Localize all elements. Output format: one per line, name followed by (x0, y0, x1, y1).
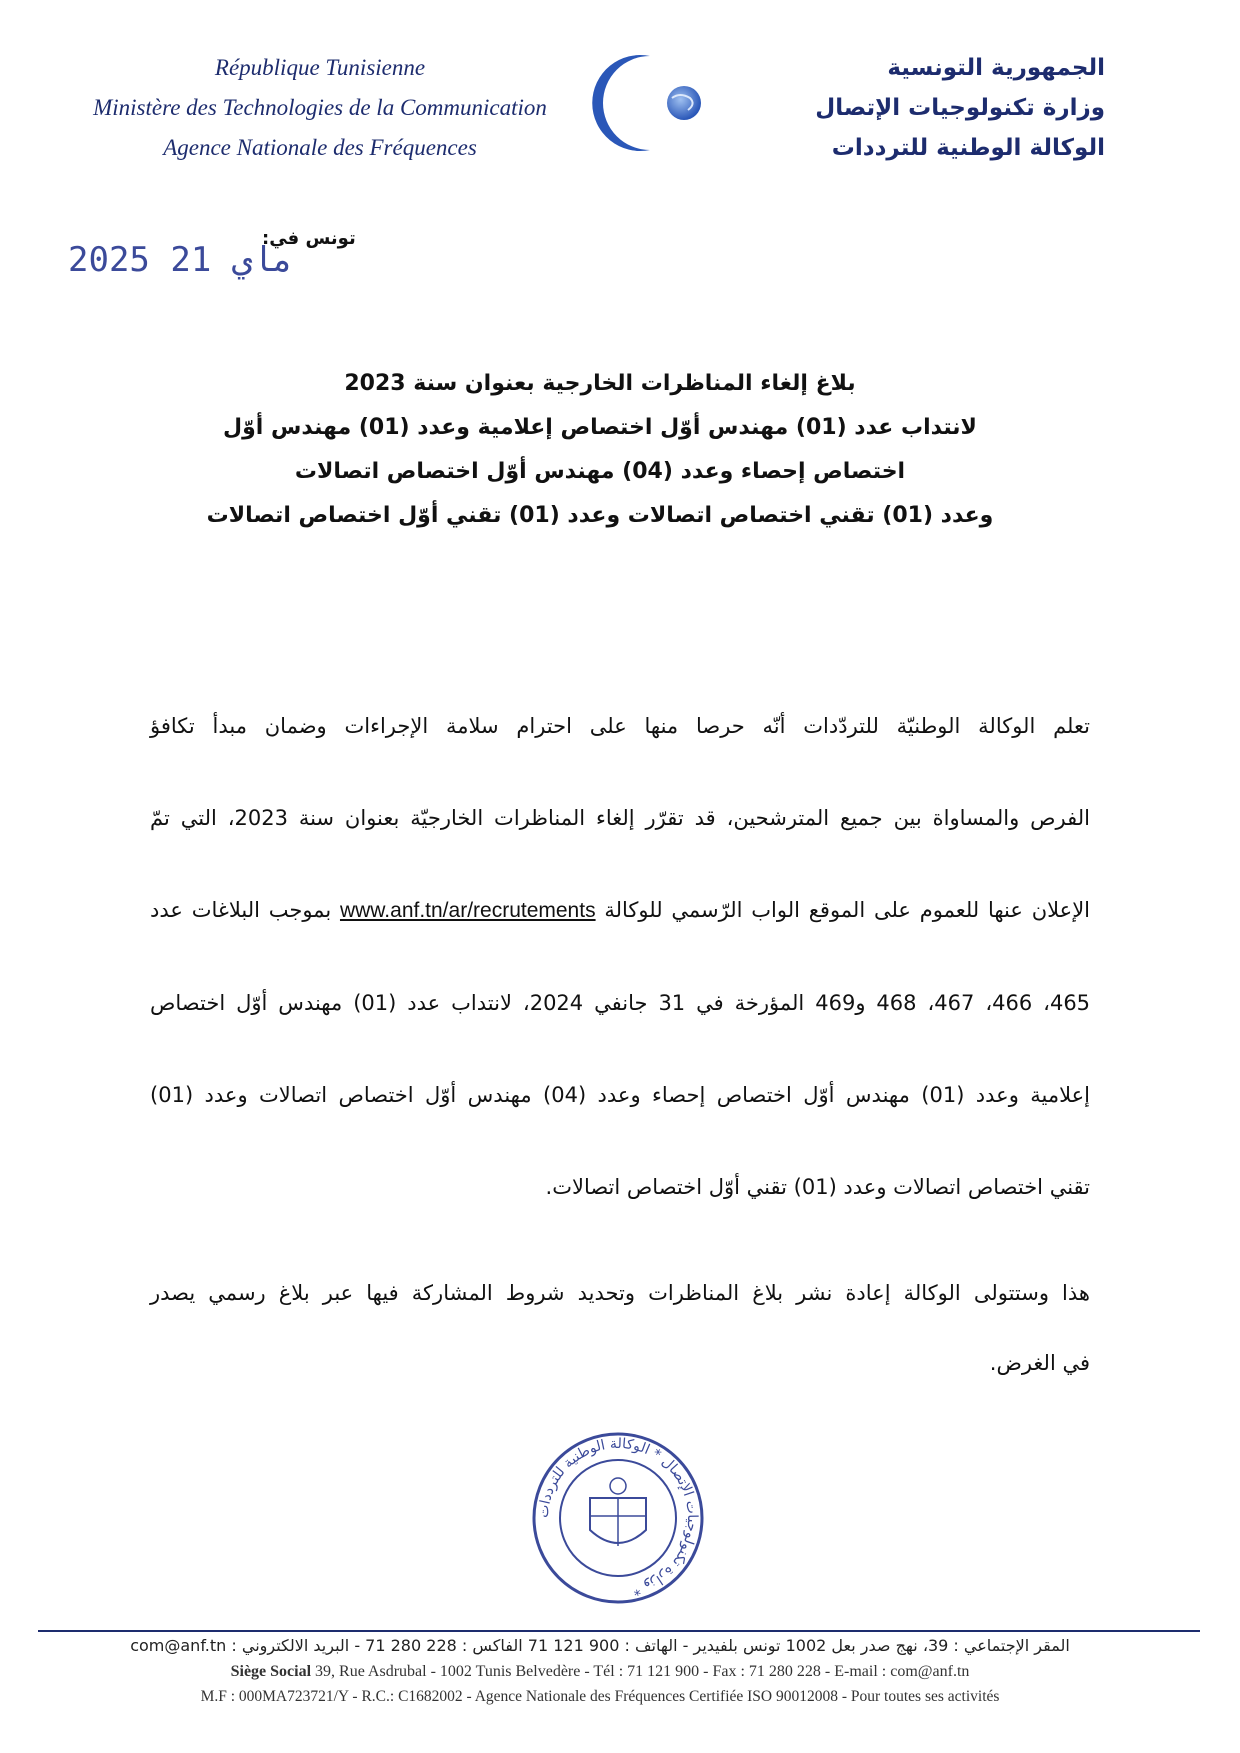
body-line (150, 864, 1090, 957)
seal-text: وزارة تكنولوجيات الإتصال * الوكالة الوطنية للترددات * (535, 1435, 701, 1599)
body-text: بموجب البلاغات عدد (150, 898, 332, 922)
body-line: تقني اختصاص اتصالات وعدد (01) تقني أوّل اختصاص اتصالات. (545, 1175, 1090, 1199)
body-line: 465، 466، 467، 468 و469 المؤرخة في 31 جانفي 2024، لانتداب عدد (01) مهندس أوّل اختصاص (150, 991, 1091, 1015)
date-stamp: 2025 ماي 21 (68, 240, 294, 280)
body-line: إعلامية وعدد (01) مهندس أوّل اختصاص إحصاء وعدد (04) مهندس أوّل اختصاص اتصالات وعدد (01) (150, 1083, 1091, 1107)
closing-line: هذا وستتولى الوكالة إعادة نشر بلاغ المناظرات وتحديد شروط المشاركة فيها عبر بلاغ رسمي يصدر (150, 1281, 1090, 1305)
announcement-body (150, 680, 1090, 1233)
footer-divider (38, 1630, 1200, 1632)
footer-label: Siège Social (230, 1663, 312, 1680)
footer-address-fr (100, 1663, 1100, 1681)
title-line: اختصاص إحصاء وعدد (04) مهندس أوّل اختصاص اتصالات (294, 459, 906, 484)
title-line: لانتداب عدد (01) مهندس أوّل اختصاص إعلامية وعدد (01) مهندس أوّل (223, 415, 977, 440)
header-ar-republic: الجمهورية التونسية (887, 55, 1105, 81)
header-fr-ministry: Ministère des Technologies de la Communication (93, 95, 547, 120)
header-fr-republic: République Tunisienne (214, 55, 426, 80)
closing-paragraph (150, 1258, 1090, 1398)
footer-address: 39, Rue Asdrubal - 1002 Tunis Belvedère - Tél : 71 121 900 - Fax : 71 280 228 - E-mail : com@anf.tn (315, 1663, 970, 1680)
official-seal-icon (528, 1428, 708, 1608)
body-line: الفرص والمساواة بين جميع المترشحين، قد تقرّر إلغاء المناظرات الخارجيّة بعنوان سنة 2023، التي تمّ (150, 806, 1090, 830)
title-line: وعدد (01) تقني اختصاص اتصالات وعدد (01) تقني أوّل اختصاص اتصالات (206, 503, 994, 528)
anf-logo-icon (580, 48, 740, 158)
header-ar (805, 48, 1105, 168)
header-fr-agency: Agence Nationale des Fréquences (163, 135, 477, 160)
title-line: بلاغ إلغاء المناظرات الخارجية بعنوان سنة 2023 (344, 371, 856, 396)
header-ar-agency: الوكالة الوطنية للترددات (831, 135, 1105, 161)
body-text: الإعلان عنها للعموم على الموقع الواب الرّسمي للوكالة (604, 898, 1090, 922)
header-ar-ministry: وزارة تكنولوجيات الإتصال (815, 95, 1105, 121)
closing-line: في الغرض. (989, 1351, 1090, 1375)
date-label: تونس في: (262, 228, 356, 249)
header-fr (40, 48, 600, 168)
body-line: تعلم الوكالة الوطنيّة للتردّدات أنّه حرصا منها على احترام سلامة الإجراءات وضمان مبدأ تكافؤ (150, 714, 1090, 738)
footer-registration: M.F : 000MA723721/Y - R.C.: C1682002 - Agence Nationale des Fréquences Certifiée ISO 90012008 - Pour toutes ses activités (200, 1688, 1000, 1705)
footer-address-ar: المقر الإجتماعي : 39، نهج صدر بعل 1002 تونس بلفيدير - الهاتف : 900 121 71 الفاكس : 228 280 71 - البريد الالكتروني : com@anf.tn (130, 1636, 1070, 1655)
recruitment-link[interactable]: www.anf.tn/ar/recrutements (339, 899, 596, 922)
announcement-title (190, 362, 1010, 538)
